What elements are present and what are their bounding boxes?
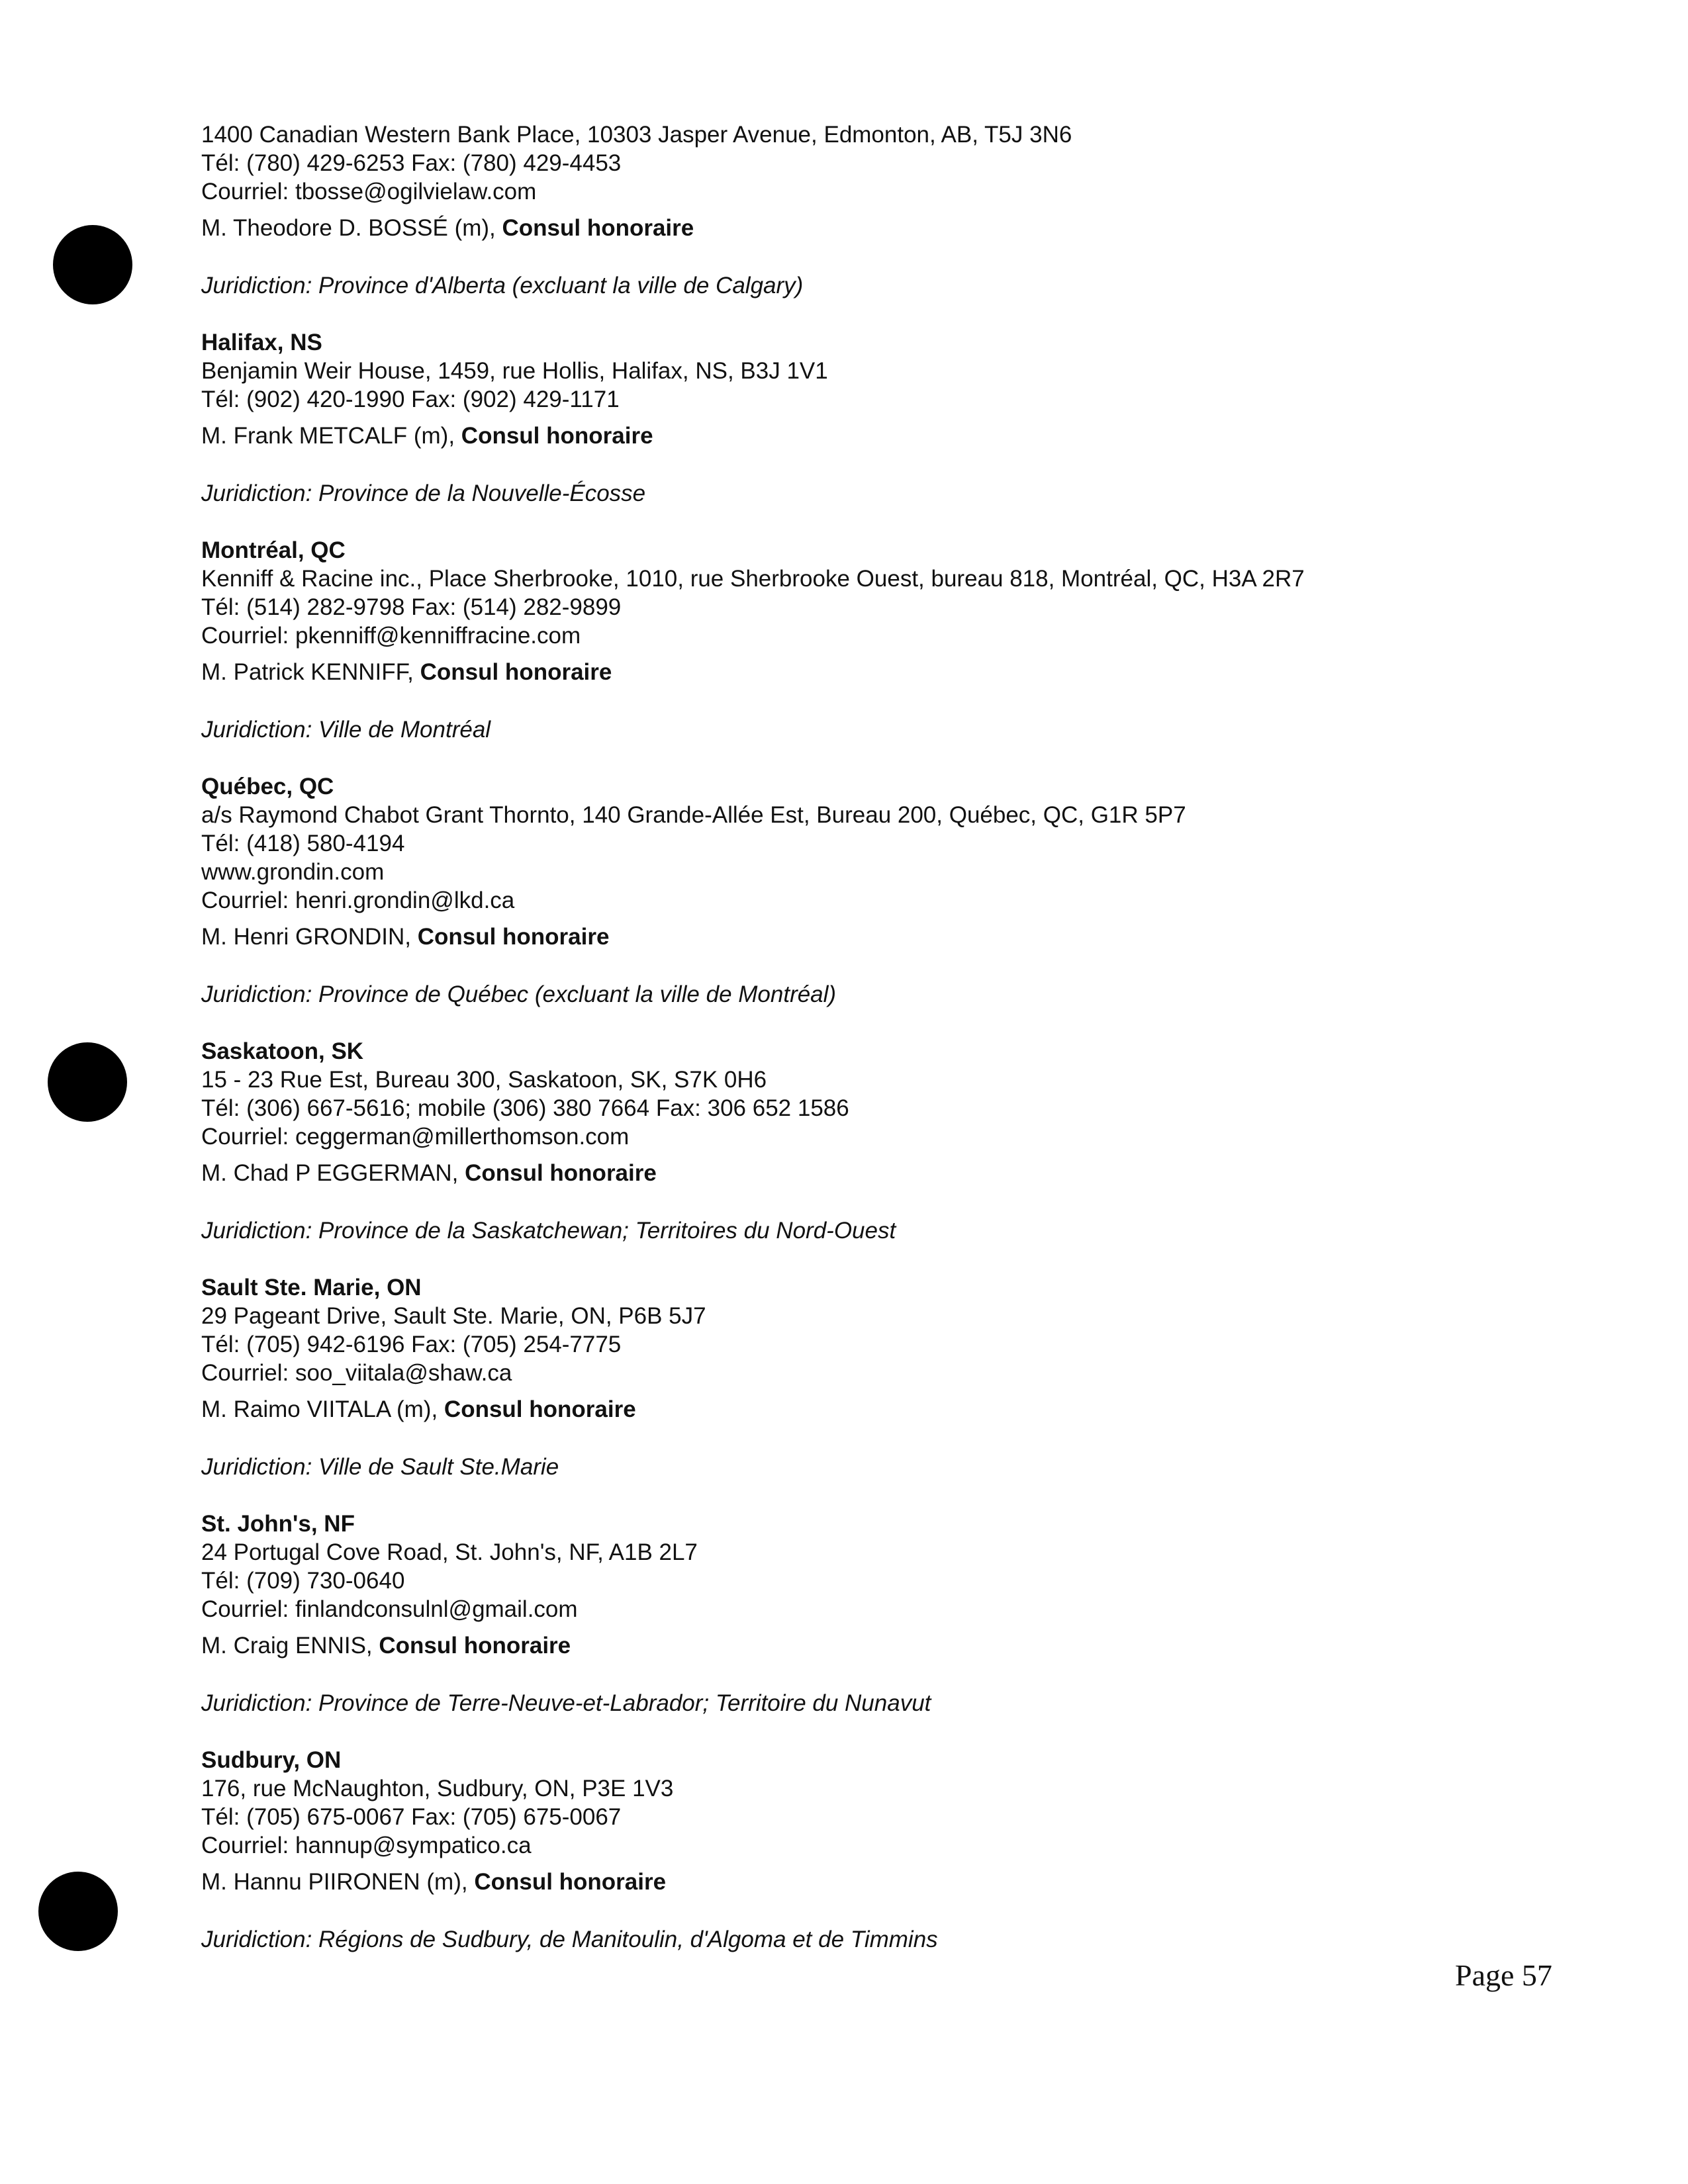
consul-line xyxy=(201,1868,1492,1896)
address-line: Tél: (514) 282-9798 Fax: (514) 282-9899 xyxy=(201,594,622,620)
address-line: Tél: (902) 420-1990 Fax: (902) 429-1171 xyxy=(201,387,620,412)
consulate-entry xyxy=(201,772,1492,1009)
jurisdiction: Juridiction: Ville de Montréal xyxy=(201,717,491,743)
city-heading: Sudbury, ON xyxy=(201,1747,342,1773)
address-line: 24 Portugal Cove Road, St. John's, NF, A1B 2L7 xyxy=(201,1539,698,1565)
jurisdiction: Juridiction: Régions de Sudbury, de Manitoulin, d'Algoma et de Timmins xyxy=(201,1927,938,1952)
jurisdiction: Juridiction: Ville de Sault Ste.Marie xyxy=(201,1454,559,1480)
city-heading: Halifax, NS xyxy=(201,330,322,355)
address-line: Courriel: henri.grondin@lkd.ca xyxy=(201,887,515,913)
consul-name: M. Henri GRONDIN, xyxy=(201,924,411,950)
city-heading: Saskatoon, SK xyxy=(201,1038,364,1064)
consul-title: Consul honoraire xyxy=(417,924,610,950)
address-line: 29 Pageant Drive, Sault Ste. Marie, ON, P6B 5J7 xyxy=(201,1303,706,1329)
consulate-entry xyxy=(201,1273,1492,1481)
jurisdiction: Juridiction: Province de la Nouvelle-Écosse xyxy=(201,480,646,506)
consulate-entry xyxy=(201,1510,1492,1717)
address-line: Courriel: tbosse@ogilvielaw.com xyxy=(201,179,537,205)
punch-hole xyxy=(48,1042,127,1122)
address-line: Courriel: pkenniff@kenniffracine.com xyxy=(201,623,581,649)
address-line: 176, rue McNaughton, Sudbury, ON, P3E 1V3 xyxy=(201,1776,674,1801)
address-line: www.grondin.com xyxy=(201,859,385,885)
address-line: Tél: (306) 667-5616; mobile (306) 380 7664 Fax: 306 652 1586 xyxy=(201,1095,849,1121)
city-heading: Québec, QC xyxy=(201,774,334,799)
consul-title: Consul honoraire xyxy=(444,1396,636,1422)
address-line: 15 - 23 Rue Est, Bureau 300, Saskatoon, SK, S7K 0H6 xyxy=(201,1067,767,1093)
consul-line xyxy=(201,658,1492,686)
address-line: Courriel: finlandconsulnl@gmail.com xyxy=(201,1596,578,1622)
consul-name: M. Theodore D. BOSSÉ (m), xyxy=(201,215,496,241)
address-line: Courriel: soo_viitala@shaw.ca xyxy=(201,1360,512,1386)
consul-title: Consul honoraire xyxy=(379,1633,571,1659)
consulate-entry xyxy=(201,120,1492,300)
punch-hole xyxy=(53,225,132,304)
address-line: Tél: (418) 580-4194 xyxy=(201,831,405,856)
consul-line xyxy=(201,1395,1492,1424)
consul-line xyxy=(201,422,1492,450)
consul-title: Consul honoraire xyxy=(465,1160,657,1186)
page-number: Page 57 xyxy=(1455,1958,1552,1992)
consul-title: Consul honoraire xyxy=(474,1869,667,1895)
address-line: 1400 Canadian Western Bank Place, 10303 Jasper Avenue, Edmonton, AB, T5J 3N6 xyxy=(201,122,1072,148)
city-heading: Sault Ste. Marie, ON xyxy=(201,1275,422,1300)
jurisdiction: Juridiction: Province d'Alberta (excluant la ville de Calgary) xyxy=(201,273,804,298)
consulate-entry xyxy=(201,536,1492,744)
address-line: Benjamin Weir House, 1459, rue Hollis, Halifax, NS, B3J 1V1 xyxy=(201,358,828,384)
address-line: Courriel: hannup@sympatico.ca xyxy=(201,1833,532,1858)
consul-name: M. Chad P EGGERMAN, xyxy=(201,1160,459,1186)
jurisdiction: Juridiction: Province de Terre-Neuve-et-Labrador; Territoire du Nunavut xyxy=(201,1690,931,1716)
consulate-entry xyxy=(201,1746,1492,1954)
address-line: Tél: (705) 942-6196 Fax: (705) 254-7775 xyxy=(201,1332,622,1357)
consulate-list xyxy=(201,120,1492,1954)
consul-line xyxy=(201,923,1492,951)
address-line: Tél: (780) 429-6253 Fax: (780) 429-4453 xyxy=(201,150,622,176)
consul-name: M. Craig ENNIS, xyxy=(201,1633,373,1659)
consul-name: M. Frank METCALF (m), xyxy=(201,423,455,449)
city-heading: Montréal, QC xyxy=(201,537,346,563)
consul-title: Consul honoraire xyxy=(420,659,612,685)
consul-title: Consul honoraire xyxy=(461,423,653,449)
consul-line xyxy=(201,1631,1492,1660)
jurisdiction: Juridiction: Province de Québec (excluant la ville de Montréal) xyxy=(201,981,837,1007)
address-line: Tél: (709) 730-0640 xyxy=(201,1568,405,1594)
address-line: Tél: (705) 675-0067 Fax: (705) 675-0067 xyxy=(201,1804,622,1830)
consul-title: Consul honoraire xyxy=(502,215,694,241)
consulate-entry xyxy=(201,1037,1492,1245)
consul-line xyxy=(201,1159,1492,1187)
city-heading: St. John's, NF xyxy=(201,1511,355,1537)
address-line: Kenniff & Racine inc., Place Sherbrooke, 1010, rue Sherbrooke Ouest, bureau 818, Montréal, QC, H3A 2R7 xyxy=(201,566,1305,592)
consul-line xyxy=(201,214,1492,242)
consul-name: M. Hannu PIIRONEN (m), xyxy=(201,1869,468,1895)
consul-name: M. Raimo VIITALA (m), xyxy=(201,1396,438,1422)
consul-name: M. Patrick KENNIFF, xyxy=(201,659,414,685)
punch-hole xyxy=(38,1872,118,1951)
consulate-entry xyxy=(201,328,1492,508)
jurisdiction: Juridiction: Province de la Saskatchewan; Territoires du Nord-Ouest xyxy=(201,1218,896,1244)
address-line: Courriel: ceggerman@millerthomson.com xyxy=(201,1124,630,1150)
address-line: a/s Raymond Chabot Grant Thornto, 140 Grande-Allée Est, Bureau 200, Québec, QC, G1R 5P7 xyxy=(201,802,1186,828)
